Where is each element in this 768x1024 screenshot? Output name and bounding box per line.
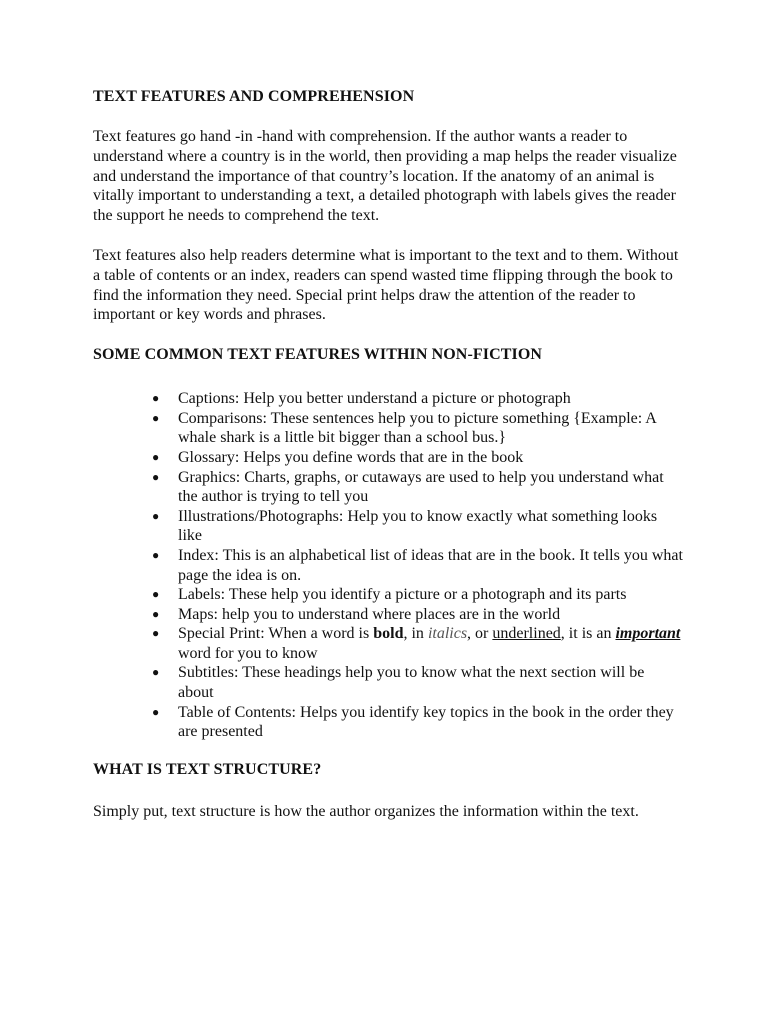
bullet-icon: ●: [152, 547, 160, 562]
list-item: ● Index: This is an alphabetical list of ideas that are in the book. It tells you what page the idea is on.: [152, 546, 683, 584]
list-item: ● Subtitles: These headings help you to know what the next section will be about: [152, 664, 645, 702]
bullet-icon: ●: [152, 704, 160, 719]
bullet-icon: ●: [152, 606, 160, 621]
document-page: [93, 87, 683, 822]
bold-example: bold: [373, 625, 404, 643]
paragraph-comprehension: Text features go hand -in -hand with comprehension. If the author wants a reader to understand where a country is in the world, then providing a map helps the reader visualize and understand the importance of that country’s location. If the anatomy of an animal is vitally important to understanding a text, a detailed photograph with labels gives the reader the support he needs to comprehend the text.: [93, 128, 677, 225]
list-item: ● Glossary: Helps you define words that are in the book: [152, 448, 524, 466]
text-features-list: [93, 389, 683, 742]
section-title-common-features: SOME COMMON TEXT FEATURES WITHIN NON-FICTION: [93, 346, 543, 364]
section-title-text-structure: WHAT IS TEXT STRUCTURE?: [93, 760, 322, 778]
important-example: important: [615, 625, 681, 643]
list-item: ● Comparisons: These sentences help you to picture something {Example: A whale shark is a little bit bigger than a school bus.}: [152, 409, 656, 447]
list-item: ● Table of Contents: Helps you identify key topics in the book in the order they are presented: [152, 703, 674, 741]
paragraph-importance: Text features also help readers determine what is important to the text and to them. Without a table of contents or an index, readers can spend wasted time flipping through the book to find the information they need. Special print helps draw the attention of the reader to important or key words and phrases.: [93, 246, 679, 324]
bullet-icon: ●: [152, 665, 160, 680]
bullet-icon: ●: [152, 391, 160, 406]
bullet-icon: ●: [152, 626, 160, 641]
list-item: ● Captions: Help you better understand a picture or photograph: [152, 390, 571, 408]
bullet-icon: ●: [152, 587, 160, 602]
bullet-icon: ●: [152, 508, 160, 523]
list-item: ● Labels: These help you identify a picture or a photograph and its parts: [152, 586, 627, 604]
list-item: ● Illustrations/Photographs: Help you to know exactly what something looks like: [152, 507, 658, 545]
italics-example: italics: [427, 625, 468, 643]
bullet-icon: ●: [152, 449, 160, 464]
bullet-icon: ●: [152, 410, 160, 425]
bullet-icon: ●: [152, 469, 160, 484]
list-item-special-print: ● Special Print: When a word is bold, in italics, or underlined, it is an important word for you to know: [152, 625, 681, 662]
paragraph-text-structure: Simply put, text structure is how the author organizes the information within the text.: [93, 802, 639, 820]
section-title-text-features: TEXT FEATURES AND COMPREHENSION: [93, 88, 415, 105]
list-item: ● Maps: help you to understand where places are in the world: [152, 605, 561, 623]
list-item: ● Graphics: Charts, graphs, or cutaways are used to help you understand what the author is trying to tell you: [152, 468, 664, 506]
underlined-example: underlined: [492, 625, 561, 643]
